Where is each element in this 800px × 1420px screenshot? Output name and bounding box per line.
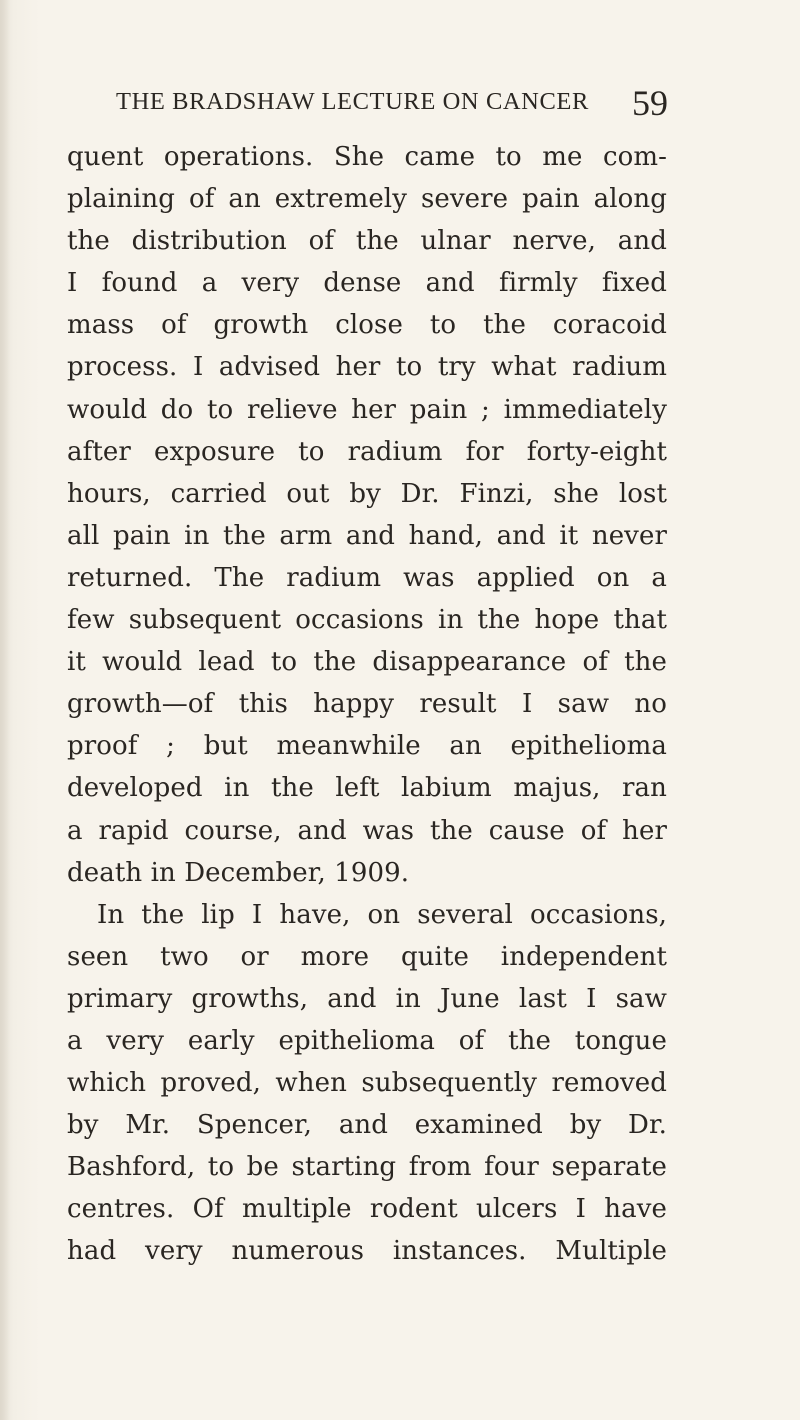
paragraph-end-line: death in December, 1909. [67,857,410,888]
text-line: would do to relieve her pain ; immediately [67,394,667,425]
paragraph-start-line: In the lip I have, on several occasions, [97,899,667,930]
text-line: few subsequent occasions in the hope that [67,605,667,636]
text-line: seen two or more quite independent [67,941,667,972]
text-line: the distribution of the ulnar nerve, and [67,226,667,257]
text-line: quent operations. She came to me com- [67,142,667,172]
text-line: a very early epithelioma of the tongue [67,1025,667,1056]
text-line: by Mr. Spencer, and examined by Dr. [67,1110,667,1141]
text-line: it would lead to the disappearance of the [67,647,667,678]
page-gutter-shadow [0,0,10,1420]
text-line: after exposure to radium for forty-eight [67,436,667,467]
running-title: THE BRADSHAW LECTURE ON CANCER [116,88,589,115]
text-line: all pain in the arm and hand, and it never [67,520,667,551]
text-line: returned. The radium was applied on a [67,562,667,593]
text-line: process. I advised her to try what radium [67,352,667,383]
page-number: 59 [632,83,668,123]
text-line: mass of growth close to the coracoid [67,310,667,341]
text-line: primary growths, and in June last I saw [67,983,667,1014]
text-line: I found a very dense and firmly fixed [67,268,667,299]
text-line: Bashford, to be starting from four separate [67,1152,667,1183]
text-line: had very numerous instances. Multiple [67,1236,667,1267]
text-line: which proved, when subsequently removed [67,1068,667,1099]
text-line: centres. Of multiple rodent ulcers I have [67,1194,667,1225]
text-line: growth—of this happy result I saw no [67,689,667,720]
text-line: proof ; but meanwhile an epithelioma [67,731,667,762]
text-line: developed in the left labium majus, ran [67,773,667,804]
text-line: a rapid course, and was the cause of her [67,815,667,846]
body-text [67,136,667,1273]
running-head [116,83,668,128]
text-line: hours, carried out by Dr. Finzi, she lost [67,478,667,509]
text-line: plaining of an extremely severe pain along [67,184,667,215]
